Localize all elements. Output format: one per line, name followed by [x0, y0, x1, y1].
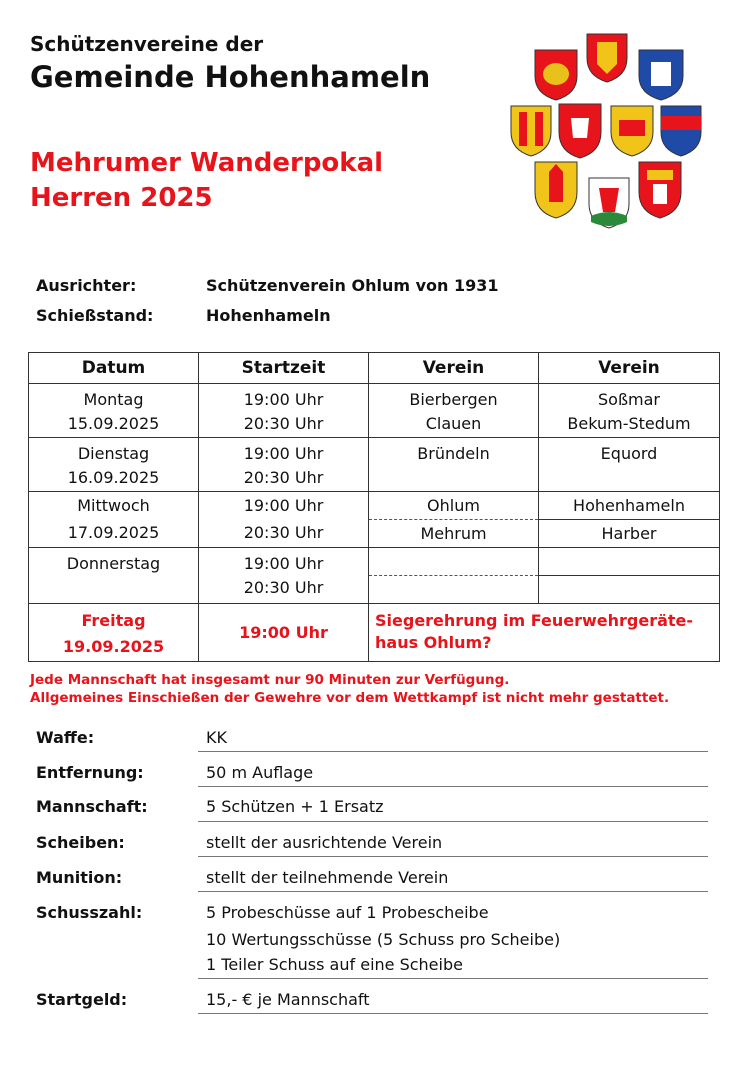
start-time: 19:00 Uhr: [243, 496, 324, 515]
notice-line: Jede Mannschaft hat insgesamt nur 90 Minuten zur Verfügung.: [30, 672, 510, 688]
date-cell: [29, 548, 199, 604]
club-cell: [369, 438, 539, 492]
table-row: [29, 548, 720, 604]
coat-of-arms-group-image: [505, 28, 705, 238]
event-title-line2: Herren 2025: [30, 183, 213, 213]
detail-label: Mannschaft:: [36, 797, 148, 816]
header-subtitle: Schützenvereine der: [30, 32, 264, 56]
detail-value: stellt der ausrichtende Verein: [206, 833, 443, 852]
start-time: 20:30 Uhr: [243, 578, 324, 597]
detail-value: 1 Teiler Schuss auf eine Scheibe: [206, 955, 463, 974]
divider: [198, 786, 708, 787]
detail-value: 5 Probeschüsse auf 1 Probescheibe: [206, 903, 489, 922]
detail-label: Munition:: [36, 868, 123, 887]
club-name: Clauen: [425, 414, 482, 433]
start-time: 19:00 Uhr: [239, 623, 328, 642]
start-time: 19:00 Uhr: [243, 554, 324, 573]
club-name: Harber: [539, 519, 719, 547]
event-title-line1: Mehrumer Wanderpokal: [30, 148, 384, 178]
crest-icon: [661, 106, 701, 156]
crest-icon: [611, 106, 653, 156]
club-name: Ohlum: [427, 496, 480, 515]
host-label: Ausrichter:: [36, 276, 137, 295]
weekday: Freitag: [81, 611, 146, 630]
date: 19.09.2025: [62, 637, 165, 656]
divider: [198, 978, 708, 979]
empty-slot: [539, 548, 719, 575]
notice-line: Allgemeines Einschießen der Gewehre vor dem Wettkampf ist nicht mehr gestattet.: [30, 690, 670, 706]
date-cell: [29, 384, 199, 438]
date-cell: [29, 438, 199, 492]
detail-value: stellt der teilnehmende Verein: [206, 868, 449, 887]
detail-label: Scheiben:: [36, 833, 125, 852]
crest-icon: [535, 50, 577, 100]
weekday: Montag: [83, 390, 144, 409]
club-cell: [539, 548, 720, 604]
time-cell: [199, 548, 369, 604]
club-name: Equord: [600, 444, 658, 463]
header-title: Gemeinde Hohenhameln: [30, 60, 431, 94]
detail-value: 5 Schützen + 1 Ersatz: [206, 797, 384, 816]
divider: [198, 1013, 708, 1014]
column-header-club: Verein: [539, 353, 720, 384]
table-row: [29, 492, 720, 548]
crest-icon: [559, 104, 601, 158]
detail-value: 10 Wertungsschüsse (5 Schuss pro Scheibe): [206, 930, 561, 949]
column-header-time: Startzeit: [199, 353, 369, 384]
weekday: Mittwoch: [77, 496, 150, 515]
club-cell: [369, 384, 539, 438]
ceremony-cell: [369, 604, 720, 662]
column-header-club: Verein: [369, 353, 539, 384]
start-time: 19:00 Uhr: [243, 444, 324, 463]
empty-slot: [539, 575, 719, 603]
club-name: Hohenhameln: [573, 496, 685, 515]
time-cell: [199, 438, 369, 492]
ceremony-text: haus Ohlum?: [375, 633, 492, 652]
table-header-row: [29, 353, 720, 384]
detail-value: 50 m Auflage: [206, 763, 314, 782]
club-name: Bründeln: [417, 444, 490, 463]
crest-icon: [589, 178, 629, 228]
start-time: 19:00 Uhr: [243, 390, 324, 409]
crest-icon: [639, 162, 681, 218]
weekday: Dienstag: [77, 444, 150, 463]
date: 15.09.2025: [67, 414, 160, 433]
table-row-final: [29, 604, 720, 662]
divider: [198, 856, 708, 857]
date-cell: [29, 604, 199, 662]
date: 17.09.2025: [67, 523, 160, 542]
divider: [198, 891, 708, 892]
time-cell: [199, 492, 369, 548]
column-header-date: Datum: [29, 353, 199, 384]
club-name: Soßmar: [598, 390, 660, 409]
club-name: Bierbergen: [409, 390, 498, 409]
schedule-table: [28, 352, 720, 662]
club-name: Mehrum: [369, 519, 538, 547]
club-cell: [369, 492, 539, 548]
host-value: Schützenverein Ohlum von 1931: [206, 276, 499, 295]
empty-slot: [369, 575, 538, 603]
empty-slot: [369, 548, 538, 575]
range-value: Hohenhameln: [206, 306, 331, 325]
detail-label: Entfernung:: [36, 763, 144, 782]
start-time: 20:30 Uhr: [243, 523, 324, 542]
crest-icon: [511, 106, 551, 156]
time-cell: [199, 604, 369, 662]
club-cell: [539, 438, 720, 492]
date: 16.09.2025: [67, 468, 160, 487]
table-row: [29, 384, 720, 438]
detail-value: KK: [206, 728, 227, 747]
club-cell: [539, 384, 720, 438]
start-time: 20:30 Uhr: [243, 414, 324, 433]
crest-icon: [535, 162, 577, 218]
range-label: Schießstand:: [36, 306, 154, 325]
club-name: Bekum-Stedum: [567, 414, 691, 433]
ceremony-text: Siegerehrung im Feuerwehrgeräte-: [375, 611, 694, 630]
detail-value: 15,- € je Mannschaft: [206, 990, 370, 1009]
divider: [198, 821, 708, 822]
detail-label: Startgeld:: [36, 990, 128, 1009]
weekday: Donnerstag: [66, 554, 161, 573]
crest-icon: [587, 34, 627, 82]
date-cell: [29, 492, 199, 548]
detail-label: Waffe:: [36, 728, 95, 747]
crest-icon: [639, 50, 683, 100]
table-row: [29, 438, 720, 492]
time-cell: [199, 384, 369, 438]
detail-label: Schusszahl:: [36, 903, 143, 922]
start-time: 20:30 Uhr: [243, 468, 324, 487]
club-cell: [539, 492, 720, 548]
divider: [198, 751, 708, 752]
club-cell: [369, 548, 539, 604]
